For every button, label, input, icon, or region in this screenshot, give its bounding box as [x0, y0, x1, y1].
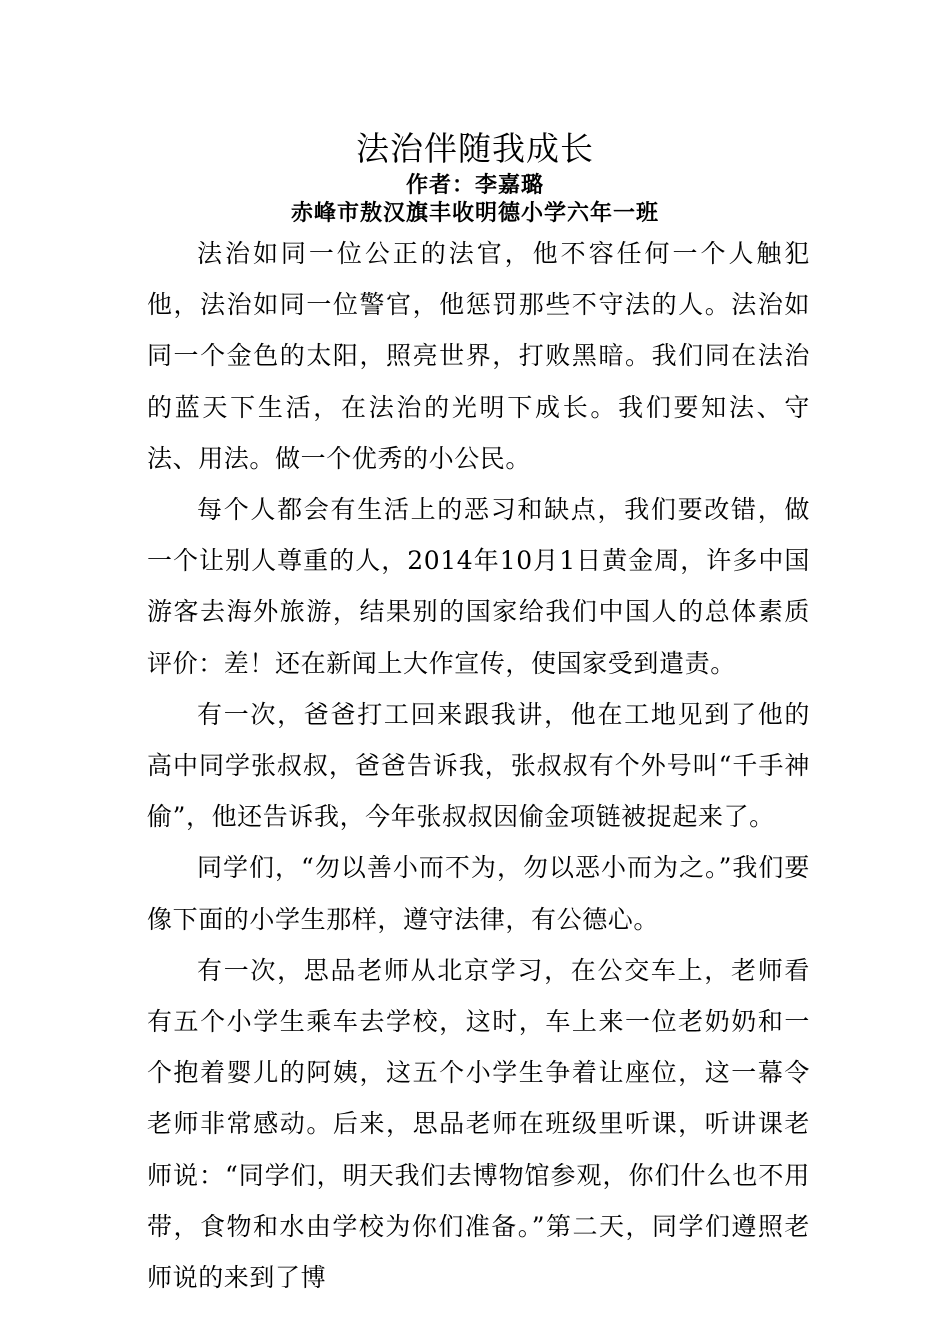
paragraph: 有一次，思品老师从北京学习，在公交车上，老师看有五个小学生乘车去学校，这时，车上来一位老奶奶和一个抱着婴儿的阿姨，这五个小学生争着让座位，这一幕令老师非常感动。后来，思品老师在班级里听课，听讲课老师说：“同学们，明天我们去博物馆参观，你们什么也不用带，食物和水由学校为你们准备。”第二天，同学们遵照老师说的来到了博 — [147, 955, 810, 1293]
paragraph: 有一次，爸爸打工回来跟我讲，他在工地见到了他的高中同学张叔叔，爸爸告诉我，张叔叔有个外号叫“千手神偷”，他还告诉我，今年张叔叔因偷金项链被捉起来了。 — [147, 699, 810, 832]
essay-body — [147, 228, 810, 1303]
school-line: 赤峰市敖汉旗丰收明德小学六年一班 — [290, 200, 659, 226]
paragraph: 同学们，“勿以善小而不为，勿以恶小而为之。”我们要像下面的小学生那样，遵守法律，有公德心。 — [147, 853, 810, 934]
paragraph: 法治如同一位公正的法官，他不容任何一个人触犯他，法治如同一位警官，他惩罚那些不守法的人。法治如同一个金色的太阳，照亮世界，打败黑暗。我们同在法治的蓝天下生活，在法治的光明下成长。我们要知法、守法、用法。做一个优秀的小公民。 — [147, 239, 810, 473]
document-title: 法治伴随我成长 — [356, 129, 594, 168]
paragraph: 每个人都会有生活上的恶习和缺点，我们要改错，做一个让别人尊重的人，2014年10月1日黄金周，许多中国游客去海外旅游，结果别的国家给我们中国人的总体素质评价：差！还在新闻上大作宣传，使国家受到遣责。 — [147, 495, 810, 678]
author-line: 作者：李嘉璐 — [405, 172, 544, 198]
